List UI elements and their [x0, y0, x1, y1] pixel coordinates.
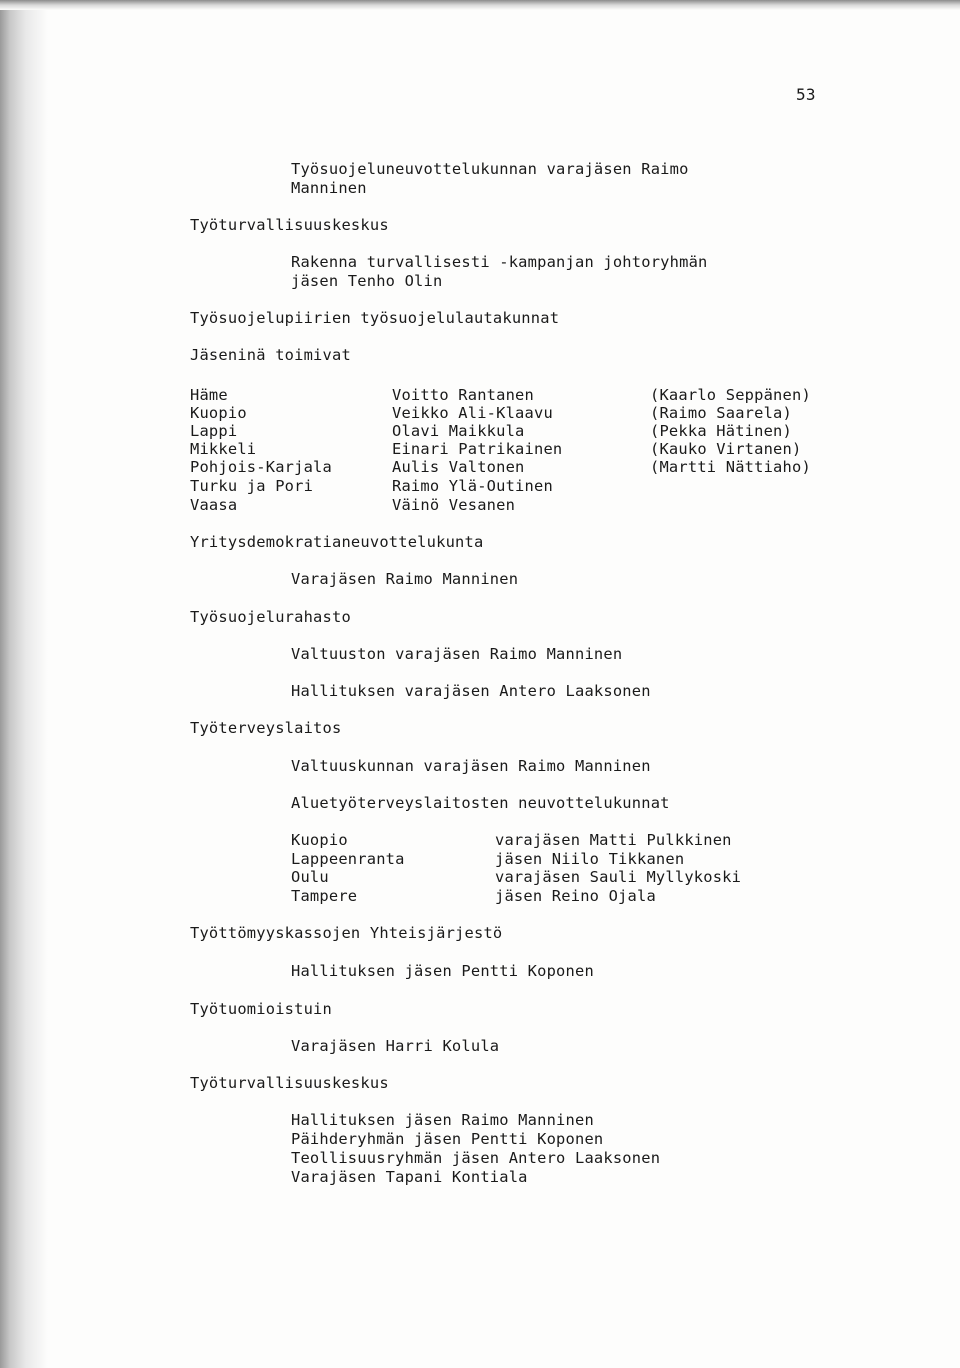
heading-tyosuojelurahasto: Työsuojelurahasto — [190, 608, 351, 626]
page-number: 53 — [796, 85, 816, 104]
district-deputy: (Kaarlo Seppänen) — [650, 386, 811, 404]
district-member: Einari Patrikainen — [392, 440, 563, 458]
heading-tyoturvallisuuskeskus: Työturvallisuuskeskus — [190, 216, 389, 234]
district-deputy: (Martti Nättiaho) — [650, 458, 811, 476]
regional-person: jäsen Reino Ojala — [495, 887, 656, 905]
district-deputy: (Raimo Saarela) — [650, 404, 792, 422]
section-line: Varajäsen Tapani Kontiala — [291, 1168, 528, 1186]
intro-line-2: Manninen — [291, 179, 367, 197]
regional-place: Lappeenranta — [291, 850, 405, 868]
scan-shadow-top — [0, 0, 960, 10]
scan-shadow-left — [0, 0, 48, 1368]
section-line: Päihderyhmän jäsen Pentti Koponen — [291, 1130, 604, 1148]
heading-tyottomyyskassojen: Työttömyyskassojen Yhteisjärjestö — [190, 924, 503, 942]
intro-line-1: Työsuojeluneuvottelukunnan varajäsen Raimo — [291, 160, 689, 178]
section-line: Varajäsen Harri Kolula — [291, 1037, 500, 1055]
heading-tyotuomioistuin: Työtuomioistuin — [190, 1000, 332, 1018]
section-line: Valtuuston varajäsen Raimo Manninen — [291, 645, 623, 663]
district-member: Veikko Ali-Klaavu — [392, 404, 553, 422]
district-deputy: (Kauko Virtanen) — [650, 440, 802, 458]
district-member: Olavi Maikkula — [392, 422, 525, 440]
district-name: Mikkeli — [190, 440, 257, 458]
heading-members: Jäseninä toimivat — [190, 346, 351, 364]
section-line: Aluetyöterveyslaitosten neuvottelukunnat — [291, 794, 670, 812]
regional-place: Tampere — [291, 887, 358, 905]
district-name: Kuopio — [190, 404, 247, 422]
regional-person: varajäsen Matti Pulkkinen — [495, 831, 732, 849]
section-line: Hallituksen jäsen Raimo Manninen — [291, 1111, 594, 1129]
heading-tyoturvallisuuskeskus-2: Työturvallisuuskeskus — [190, 1074, 389, 1092]
regional-place: Kuopio — [291, 831, 348, 849]
district-member: Väinö Vesanen — [392, 496, 516, 514]
district-deputy: (Pekka Hätinen) — [650, 422, 792, 440]
campaign-line-1: Rakenna turvallisesti -kampanjan johtoryhmän — [291, 253, 708, 271]
district-name: Turku ja Pori — [190, 477, 314, 495]
section-line: Hallituksen varajäsen Antero Laaksonen — [291, 682, 651, 700]
district-name: Pohjois-Karjala — [190, 458, 332, 476]
district-name: Häme — [190, 386, 228, 404]
section-line: Hallituksen jäsen Pentti Koponen — [291, 962, 594, 980]
campaign-line-2: jäsen Tenho Olin — [291, 272, 443, 290]
district-member: Voitto Rantanen — [392, 386, 534, 404]
regional-person: jäsen Niilo Tikkanen — [495, 850, 685, 868]
district-name: Vaasa — [190, 496, 238, 514]
district-member: Raimo Ylä-Outinen — [392, 477, 553, 495]
heading-yritysdemokratia: Yritysdemokratianeuvottelukunta — [190, 533, 484, 551]
heading-district-committees: Työsuojelupiirien työsuojelulautakunnat — [190, 309, 560, 327]
section-line: Varajäsen Raimo Manninen — [291, 570, 519, 588]
district-name: Lappi — [190, 422, 238, 440]
regional-person: varajäsen Sauli Myllykoski — [495, 868, 742, 886]
heading-tyoterveyslaitos: Työterveyslaitos — [190, 719, 342, 737]
section-line: Teollisuusryhmän jäsen Antero Laaksonen — [291, 1149, 661, 1167]
district-member: Aulis Valtonen — [392, 458, 525, 476]
section-line: Valtuuskunnan varajäsen Raimo Manninen — [291, 757, 651, 775]
regional-place: Oulu — [291, 868, 329, 886]
